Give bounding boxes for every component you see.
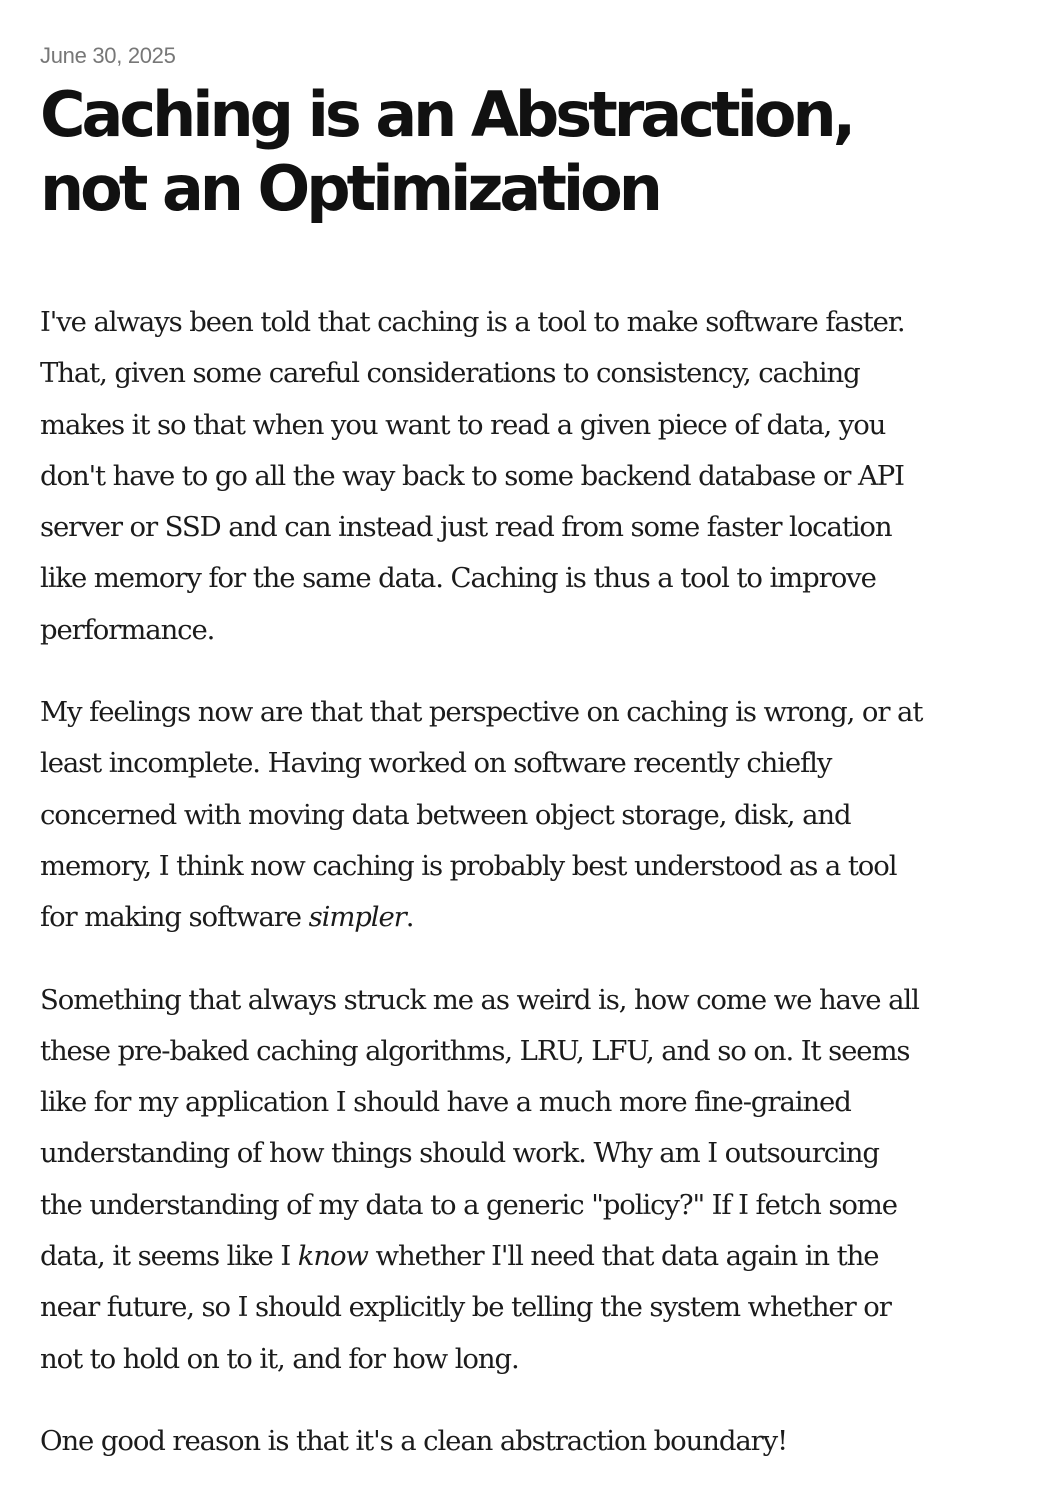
- post-date: June 30, 2025: [40, 43, 176, 68]
- paragraph-2: [40, 687, 1010, 943]
- emphasis-simpler: simpler: [308, 901, 406, 934]
- text-line: [40, 1231, 1010, 1282]
- emphasis-know: know: [297, 1240, 368, 1273]
- article-body: [40, 297, 1010, 1498]
- text-line: [40, 892, 1010, 943]
- text-line: server or SSD and can instead just read from some faster location: [40, 511, 892, 544]
- text-line: not to hold on to it, and for how long.: [40, 1342, 519, 1375]
- text-line: That, given some careful considerations to consistency, caching: [40, 357, 860, 390]
- paragraph-3: [40, 975, 1010, 1385]
- text-line: least incomplete. Having worked on software recently chiefly: [40, 747, 832, 780]
- text-segment: whether I'll need that data again in the: [367, 1240, 879, 1273]
- text-line: don't have to go all the way back to some backend database or API: [40, 459, 904, 492]
- text-line: memory, I think now caching is probably best understood as a tool: [40, 849, 897, 882]
- title-line: not an Optimization: [40, 152, 659, 225]
- text-line: like memory for the same data. Caching is thus a tool to improve: [40, 562, 876, 595]
- title-line: Caching is an Abstraction,: [40, 78, 853, 151]
- paragraph-1: [40, 297, 1010, 656]
- text-line: the understanding of my data to a generic "policy?" If I fetch some: [40, 1188, 897, 1221]
- text-segment: data, it seems like I: [40, 1240, 298, 1273]
- text-line: like for my application I should have a much more fine-grained: [40, 1086, 851, 1119]
- text-line: Something that always struck me as weird is, how come we have all: [40, 983, 919, 1016]
- text-line: these pre-baked caching algorithms, LRU, LFU, and so on. It seems: [40, 1034, 910, 1067]
- text-line: understanding of how things should work. Why am I outsourcing: [40, 1137, 879, 1170]
- text-line: near future, so I should explicitly be telling the system whether or: [40, 1291, 891, 1324]
- text-line: makes it so that when you want to read a given piece of data, you: [40, 408, 886, 441]
- text-line: concerned with moving data between object storage, disk, and: [40, 798, 851, 831]
- text-segment: .: [405, 901, 414, 934]
- text-segment: for making software: [40, 901, 309, 934]
- text-line: One good reason is that it's a clean abstraction boundary!: [40, 1424, 788, 1457]
- text-line: I've always been told that caching is a tool to make software faster.: [40, 306, 905, 338]
- text-line: My feelings now are that that perspective on caching is wrong, or at: [40, 696, 923, 729]
- paragraph-4: [40, 1416, 1010, 1467]
- page-title: [40, 78, 1000, 226]
- text-line: performance.: [40, 613, 215, 646]
